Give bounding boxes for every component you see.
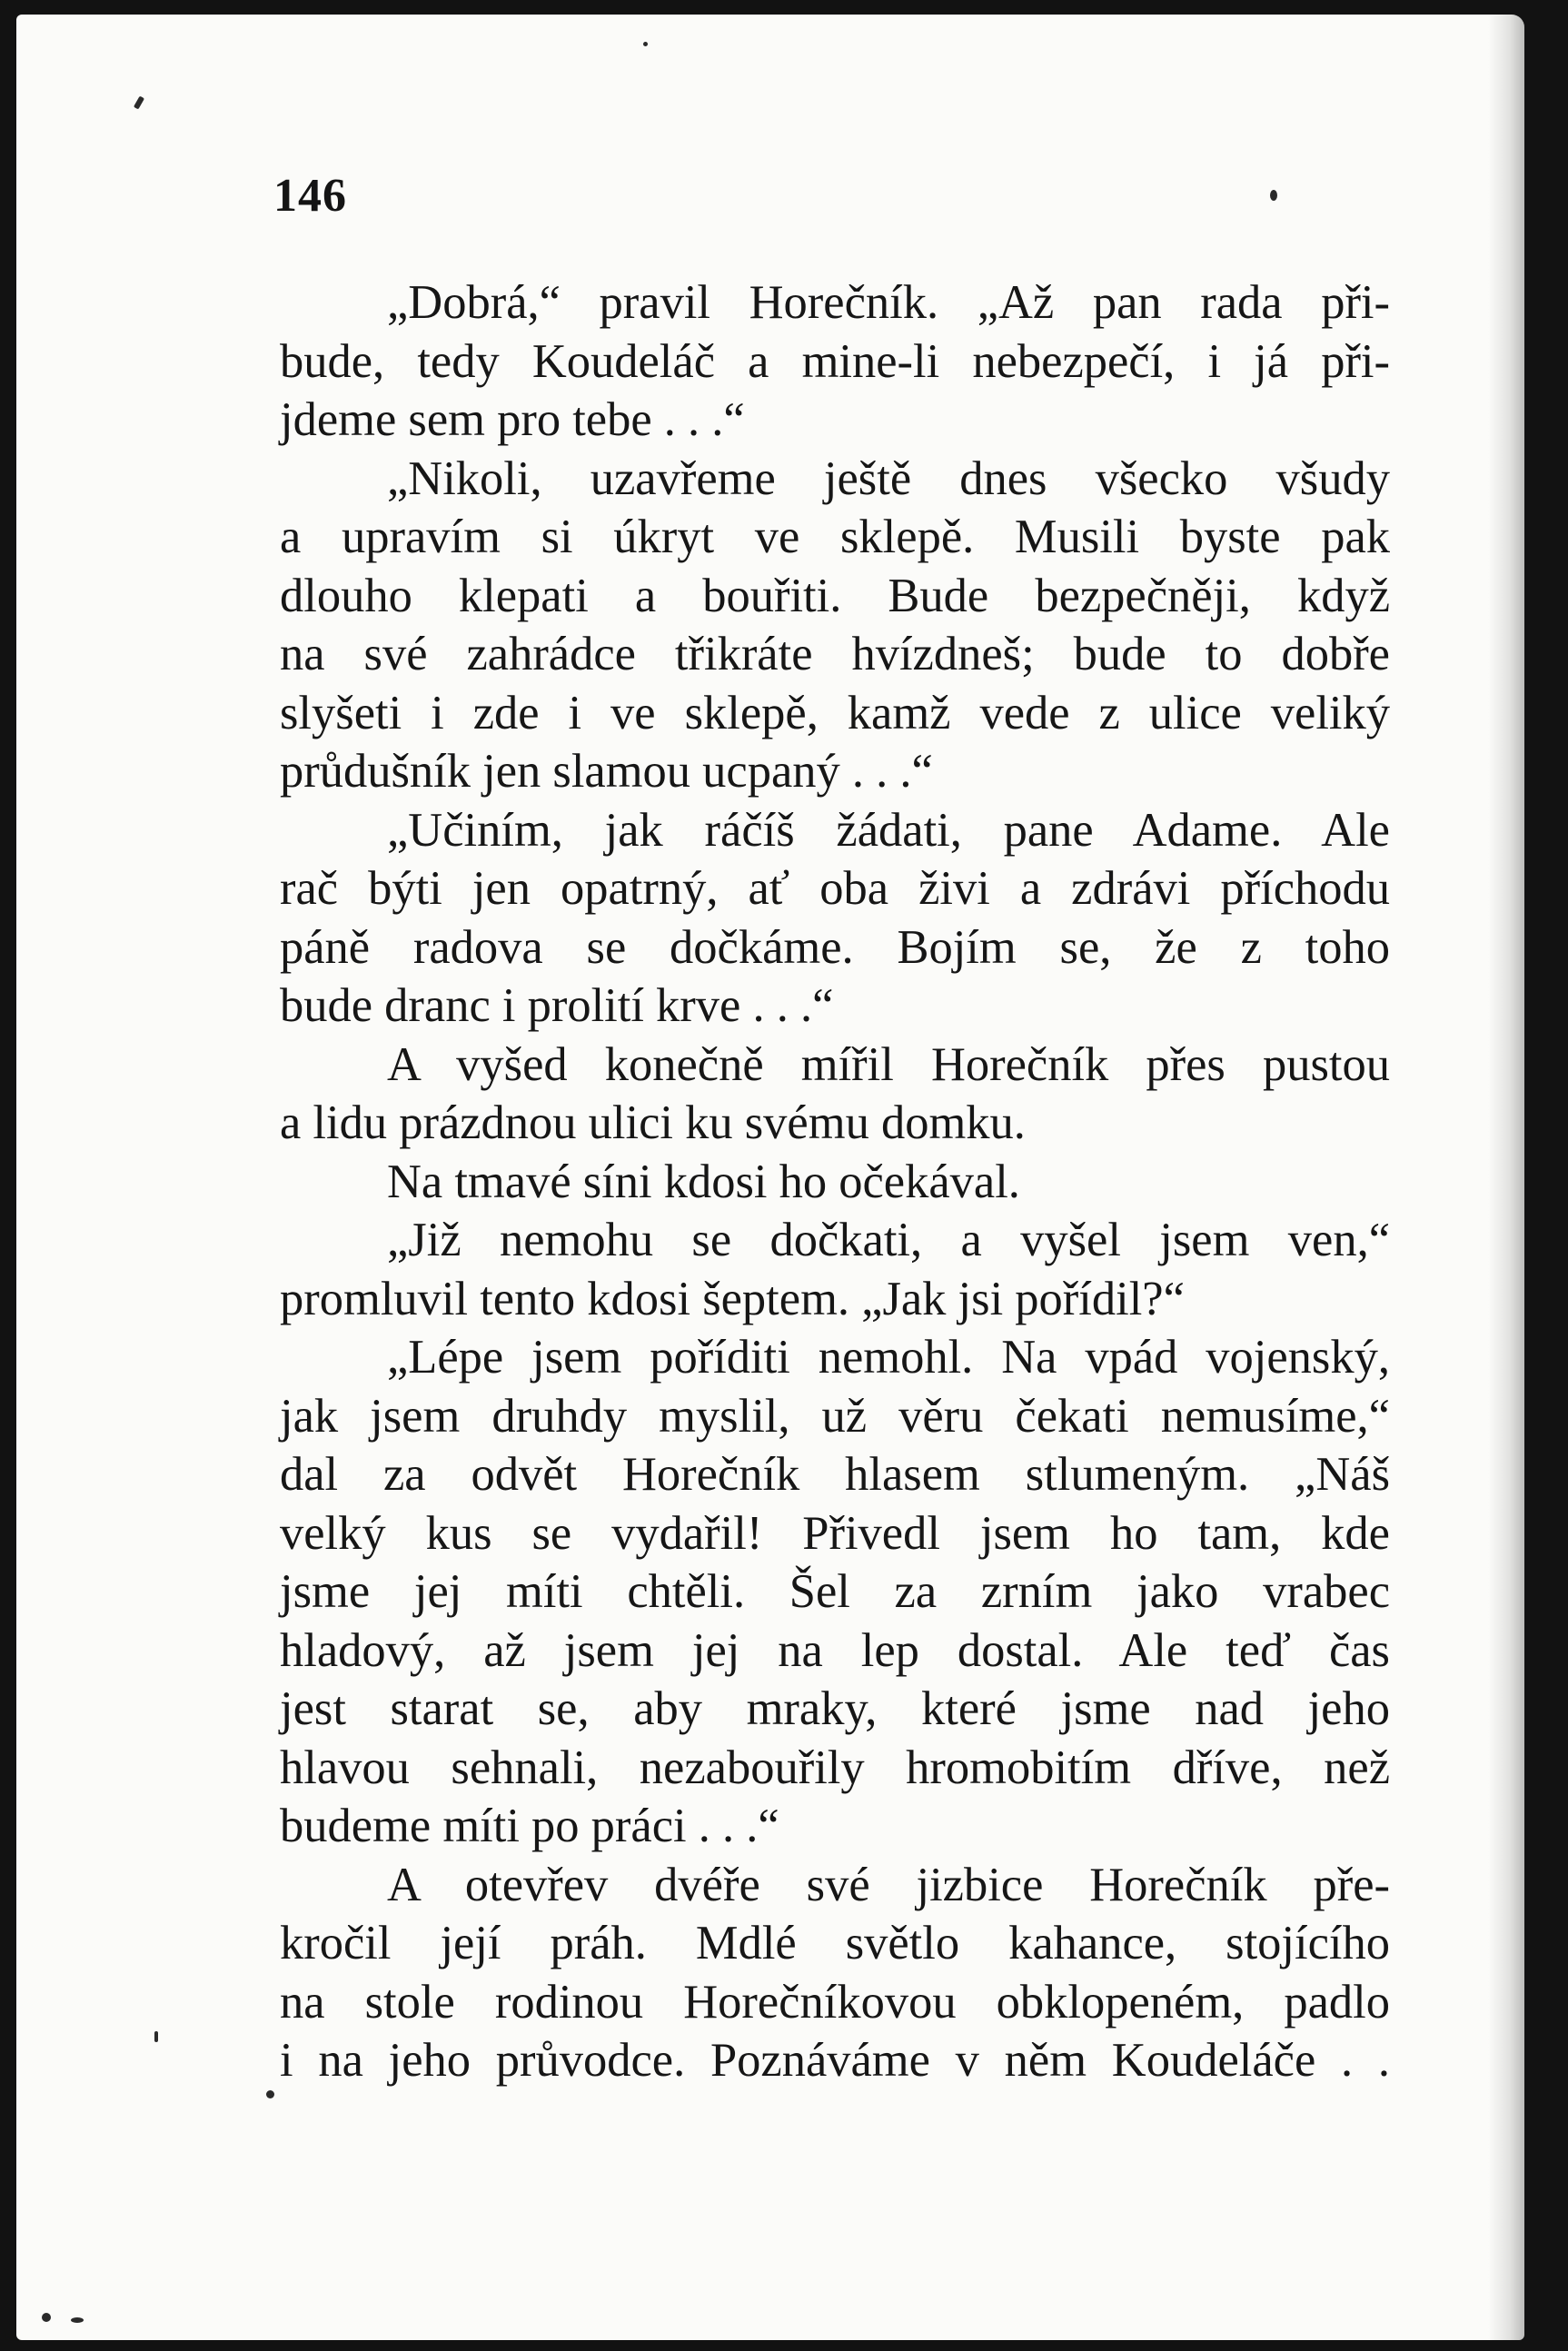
- text-line: slyšeti i zde i ve sklepě, kamž vede z ulice veliký: [280, 686, 1390, 739]
- scan-speck: [266, 2090, 274, 2098]
- scan-speck: [154, 2031, 158, 2042]
- scan-speck: [134, 95, 144, 109]
- text-line: jest starat se, aby mraky, které jsme nad jeho: [280, 1682, 1390, 1735]
- text-line: hladový, až jsem jej na lep dostal. Ale teď čas: [280, 1623, 1390, 1677]
- text-line: dal za odvět Horečník hlasem stlumeným. „Náš: [280, 1448, 1390, 1501]
- text-line: i na jeho průvodce. Poznáváme v něm Koudeláče . .: [280, 2034, 1390, 2087]
- text-line: „Již nemohu se dočkati, a vyšel jsem ven,“: [387, 1214, 1390, 1266]
- text-line: dlouho klepati a bouřiti. Bude bezpečněji, když: [280, 569, 1390, 622]
- text-line: „Učiním, jak ráčíš žádati, pane Adame. Ale: [387, 803, 1390, 857]
- text-line: budeme míti po práci . . .“: [280, 1800, 779, 1852]
- text-line: jdeme sem pro tebe . . .“: [280, 393, 745, 446]
- text-line: „Lépe jsem poříditi nemohl. Na vpád vojenský,: [387, 1331, 1390, 1384]
- scan-speck: [643, 42, 648, 46]
- scan-speck: [71, 2317, 84, 2323]
- text-line: jsme jej míti chtěli. Šel za zrním jako vrabec: [280, 1565, 1390, 1618]
- text-line: A otevřev dvéře své jizbice Horečník pře-: [387, 1858, 1390, 1911]
- text-line: rač býti jen opatrný, ať oba živi a zdrávi příchodu: [280, 862, 1390, 915]
- text-line: A vyšed konečně mířil Horečník přes pustou: [387, 1037, 1390, 1091]
- text-line: hlavou sehnali, nezabouřily hromobitím dříve, než: [280, 1741, 1390, 1794]
- body-text: [280, 273, 1390, 2090]
- text-line: páně radova se dočkáme. Bojím se, že z toho: [280, 920, 1390, 974]
- text-line: jak jsem druhdy myslil, už věru čekati nemusíme,“: [280, 1389, 1390, 1443]
- book-page: [16, 15, 1524, 2340]
- text-line: „Nikoli, uzavřeme ještě dnes všecko všudy: [387, 451, 1390, 505]
- text-line: bude dranc i prolití krve . . .“: [280, 979, 834, 1032]
- page-edge-shadow: [1488, 15, 1524, 2340]
- text-line: na své zahrádce třikráte hvízdneš; bude to dobře: [280, 628, 1390, 680]
- text-line: a upravím si úkryt ve sklepě. Musili byste pak: [280, 511, 1390, 563]
- text-line: na stole rodinou Horečníkovou obklopeném, padlo: [280, 1975, 1390, 2029]
- scan-speck: [1270, 190, 1277, 201]
- text-line: kročil její práh. Mdlé světlo kahance, stojícího: [280, 1917, 1390, 1969]
- text-line: „Dobrá,“ pravil Horečník. „Až pan rada při-: [387, 276, 1390, 329]
- page-number: 146: [273, 170, 347, 222]
- text-line: průdušník jen slamou ucpaný . . .“: [280, 745, 933, 798]
- text-line: velký kus se vydařil! Přivedl jsem ho tam, kde: [280, 1506, 1390, 1560]
- text-line: Na tmavé síni kdosi ho očekával.: [387, 1155, 1020, 1208]
- text-line: promluvil tento kdosi šeptem. „Jak jsi pořídil?“: [280, 1272, 1185, 1325]
- text-line: bude, tedy Koudeláč a mine-li nebezpečí, i já při-: [280, 334, 1390, 388]
- scan-speck: [42, 2313, 51, 2322]
- text-line: a lidu prázdnou ulici ku svému domku.: [280, 1096, 1026, 1149]
